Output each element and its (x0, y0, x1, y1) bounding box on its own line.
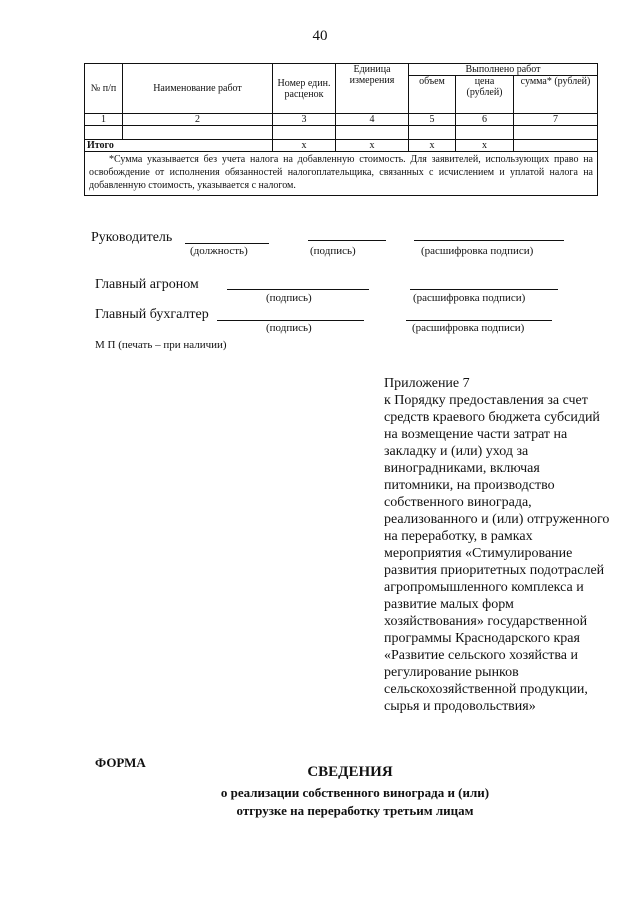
works-table (84, 63, 598, 196)
appendix-title: Приложение 7 (384, 376, 470, 391)
table-footnote: *Сумма указывается без учета налога на добавленную стоимость. Для заявителей, использующих право на освобождение от исполнения обязанностей налогоплательщика, связанных с исчислением и уплатой налога на добавленную стоимость, указывается с налогом. (85, 152, 598, 196)
stamp-note: М П (печать – при наличии) (95, 339, 227, 351)
header-sum: сумма* (рублей) (514, 76, 598, 114)
accountant-signature-line (217, 320, 364, 321)
total-cell (514, 140, 598, 152)
accountant-decoding-line (406, 320, 552, 321)
position-caption: (должность) (190, 245, 248, 257)
document-subtitle-line2: отгрузке на переработку третьим лицам (236, 803, 474, 818)
agronomist-label: Главный агроном (95, 277, 199, 292)
appendix-block (384, 375, 610, 715)
accountant-decoding-caption: (расшифровка подписи) (412, 322, 525, 334)
column-number: 3 (273, 114, 336, 126)
document-subtitle-line1: о реализации собственного винограда и (или) (220, 785, 490, 800)
agronomist-signature-caption: (подпись) (266, 292, 312, 304)
total-cell: x (409, 140, 456, 152)
column-number: 4 (336, 114, 409, 126)
position-line (185, 243, 269, 244)
head-label: Руководитель (91, 230, 173, 245)
column-number: 6 (456, 114, 514, 126)
total-row (85, 140, 598, 152)
header-num: № п/п (85, 64, 123, 114)
head-decoding-line (414, 240, 564, 241)
page-number: 40 (312, 28, 328, 44)
total-cell: x (336, 140, 409, 152)
column-number: 7 (514, 114, 598, 126)
column-number: 2 (123, 114, 273, 126)
header-price: цена (рублей) (456, 76, 514, 114)
agronomist-signature-line (227, 289, 369, 290)
header-unit: Единица измерения (336, 64, 409, 114)
accountant-label: Главный бухгалтер (95, 307, 209, 322)
accountant-signature-caption: (подпись) (266, 322, 312, 334)
form-label: ФОРМА (95, 755, 146, 770)
header-done: Выполнено работ (409, 64, 598, 76)
column-number: 1 (85, 114, 123, 126)
appendix-text: к Порядку предоставления за счет средств краевого бюджета субсидий на возмещение части затрат на закладку и (или) уход за виноградниками, включая питомники, на производство собственного винограда, реализованного и (или) отгруженного на переработку, в рамках мероприятия «Стимулирование развития приоритетных подотраслей агропромышленного комплекса и развитие малых форм хозяйствования» государственной программы Краснодарского края «Развитие сельского хозяйства и регулирование рынков сельскохозяйственной продукции, сырья и продовольствия» (384, 393, 610, 714)
column-number-row (85, 114, 598, 126)
header-calc: Номер един. расценок (273, 64, 336, 114)
total-cell: x (273, 140, 336, 152)
column-number: 5 (409, 114, 456, 126)
total-label: Итого (85, 140, 273, 152)
head-signature-line (308, 240, 386, 241)
empty-row (85, 126, 598, 140)
head-decoding-caption: (расшифровка подписи) (421, 245, 534, 257)
total-cell: x (456, 140, 514, 152)
agronomist-decoding-line (410, 289, 558, 290)
document-title: СВЕДЕНИЯ (307, 764, 393, 780)
head-signature-caption: (подпись) (310, 245, 356, 257)
header-volume: объем (409, 76, 456, 114)
header-name: Наименование работ (123, 64, 273, 114)
agronomist-decoding-caption: (расшифровка подписи) (413, 292, 526, 304)
